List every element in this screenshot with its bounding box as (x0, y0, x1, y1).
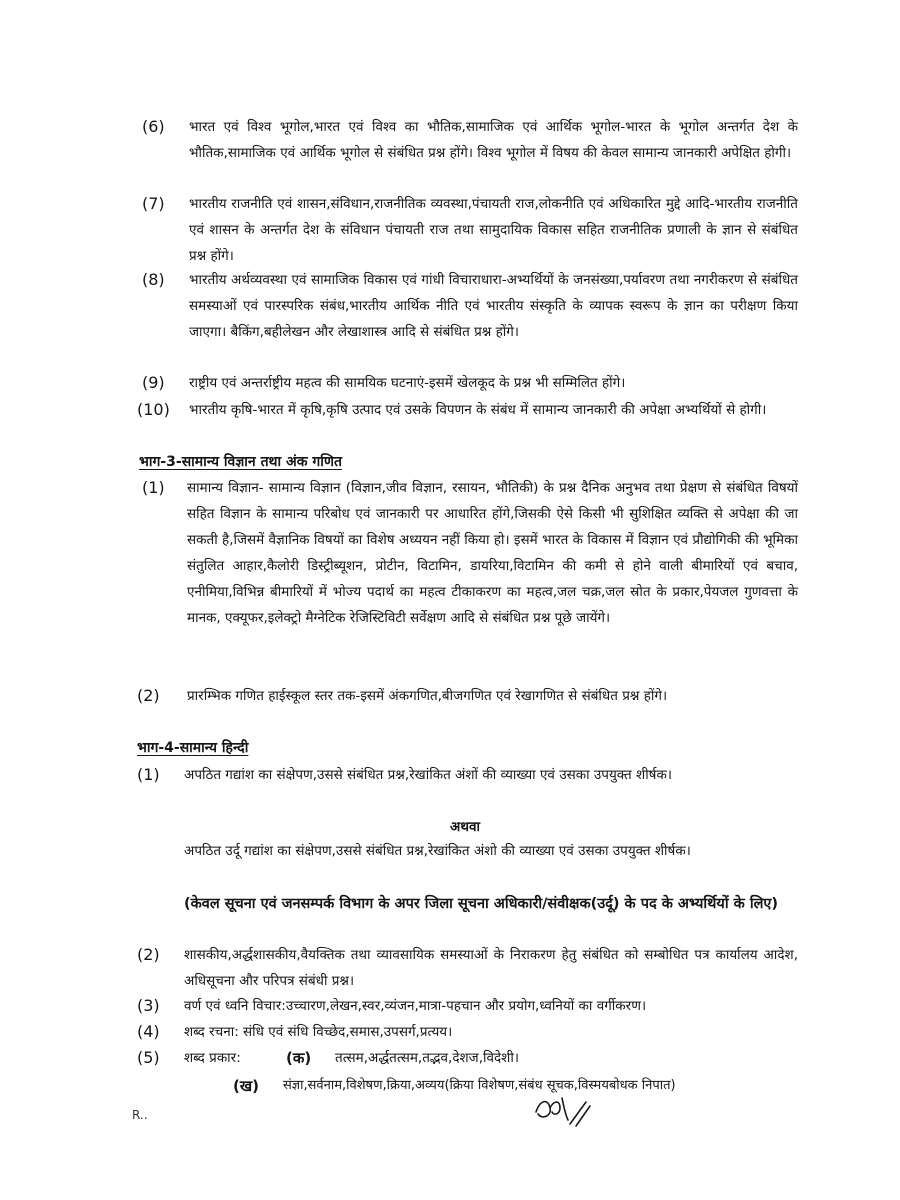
section-heading-part3: भाग-3-सामान्य विज्ञान तथा अंक गणित (139, 454, 342, 470)
item-number: (1) (137, 765, 160, 784)
item-number: (9) (142, 373, 165, 392)
item-number: (1) (142, 478, 165, 497)
item-number: (5) (137, 1048, 160, 1067)
item-text: शासकीय,अर्द्धशासकीय,वैयक्तिक तथा व्यावसायिक समस्याओं के निराकरण हेतु संबंधित को सम्बोधित पत्र कार्यालय आदेश, अधिसूचना और परिपत्र संबंधी प्रश्न। (184, 947, 798, 989)
sub-item-a-label: (क) (286, 1049, 312, 1067)
handwritten-signature (530, 1090, 600, 1130)
footer-mark: R.. (132, 1108, 148, 1122)
item-number: (10) (137, 400, 170, 419)
item-text: भारतीय अर्थव्यवस्था एवं सामाजिक विकास एवं गांधी विचाराधारा-अभ्यर्थियों के जनसंख्या,पर्यावरण तथा नगरीकरण से संबंधित समस्याओं एवं पारस्परिक संबंध,भारतीय आर्थिक नीति एवं भारतीय संस्कृति के व्यापक स्वरूप के ज्ञान का परीक्षण किया जाएगा। बैकिंग,बहीलेखन और लेखाशास्त्र आदि से संबंधित प्रश्न होंगे। (189, 272, 798, 340)
item-text: वर्ण एवं ध्वनि विचार:उच्चारण,लेखन,स्वर,व्यंजन,मात्रा-पहचान और प्रयोग,ध्वनियों का वर्गीकरण। (184, 998, 647, 1014)
item-text: भारत एवं विश्व भूगोल,भारत एवं विश्व का भौतिक,सामाजिक एवं आर्थिक भूगोल-भारत के भूगोल अन्तर्गत देश के भौतिक,सामाजिक एवं आर्थिक भूगोल से संबंधित प्रश्न होंगे। विश्व भूगोल में विषय की केवल सामान्य जानकारी अपेक्षित होगी। (189, 119, 798, 161)
item-number: (7) (142, 194, 165, 213)
item-number: (2) (137, 686, 160, 705)
item-text: सामान्य विज्ञान- सामान्य विज्ञान (विज्ञान,जीव विज्ञान, रसायन, भौतिकी) के प्रश्न दैनिक अनुभव तथा प्रेक्षण से संबंधित विषयों सहित विज्ञान के सामान्य परिबोध एवं जानकारी पर आधारित होंगे,जिसकी ऐसे किसी भी सुशिक्षित व्यक्ति से अपेक्षा की जा सकती है,जिसमें वैज्ञानिक विषयों का विशेष अध्ययन नहीं किया हो। इसमें भारत के विकास में विज्ञान एवं प्रौद्योगिकी की भूमिका संतुलित आहार,कैलोरी डिस्ट्रीब्यूशन, प्रोटीन, विटामिन, डायरिया,विटामिन की कमी से होने वाली बीमारियों एवं बचाव, एनीमिया,विभिन्न बीमारियों में भोज्य पदार्थ का महत्व टीकाकरण का महत्व,जल चक्र,जल स्रोत के प्रकार,पेयजल गुणवत्ता के मानक, एक्यूफर,इलेक्ट्रो मैग्नेटिक रेजिस्टिविटी सर्वेक्षण आदि से संबंधित प्रश्न पूछे जायेंगे। (187, 480, 798, 626)
item-number: (3) (137, 996, 160, 1015)
item-number: (6) (142, 117, 165, 136)
urdu-candidate-note: (केवल सूचना एवं जनसम्पर्क विभाग के अपर जिला सूचना अधिकारी/संवीक्षक(उर्दू) के पद के अभ्यर्थियों के लिए) (184, 896, 779, 912)
item-5-label: शब्द प्रकार: (184, 1050, 241, 1066)
section-heading-part4: भाग-4-सामान्य हिन्दी (137, 740, 249, 756)
item-text: अपठित गद्यांश का संक्षेपण,उससे संबंधित प्रश्न,रेखांकित अंशों की व्याख्या एवं उसका उपयुक्त शीर्षक। (184, 767, 672, 783)
item-number: (8) (142, 270, 165, 289)
item-text: भारतीय राजनीति एवं शासन,संविधान,राजनीतिक व्यवस्था,पंचायती राज,लोकनीति एवं अधिकारित मुद्दे आदि-भारतीय राजनीति एवं शासन के अन्तर्गत देश के संविधान पंचायती राज तथा सामुदायिक विकास सहित राजनीतिक प्रणाली के ज्ञान से संबंधित प्रश्न होंगे। (189, 196, 798, 264)
sub-item-b-label: (ख) (233, 1077, 259, 1095)
sub-item-a-text: तत्सम,अर्द्धतत्सम,तद्भव,देशज,विदेशी। (335, 1050, 519, 1066)
item-text: शब्द रचना: संधि एवं संधि विच्छेद,समास,उपसर्ग,प्रत्यय। (184, 1024, 453, 1040)
item-text: राष्ट्रीय एवं अन्तर्राष्ट्रीय महत्व की सामयिक घटनाएं-इसमें खेलकूद के प्रश्न भी सम्मिलित होंगे। (189, 375, 626, 391)
item-text: प्रारम्भिक गणित हाईस्कूल स्तर तक-इसमें अंकगणित,बीजगणित एवं रेखागणित से संबंधित प्रश्न होंगे। (187, 688, 668, 704)
sub-item-b-text: संज्ञा,सर्वनाम,विशेषण,क्रिया,अव्यय(क्रिया विशेषण,संबंध सूचक,विस्मयबोधक निपात) (283, 1078, 676, 1093)
item-number: (4) (137, 1022, 160, 1041)
item-number: (2) (137, 945, 160, 964)
or-label: अथवा (450, 819, 480, 835)
item-text: भारतीय कृषि-भारत में कृषि,कृषि उत्पाद एवं उसके विपणन के संबंध में सामान्य जानकारी की अपेक्षा अभ्यर्थियों से होगी। (189, 402, 767, 418)
urdu-alternative-text: अपठित उर्दू गद्यांश का संक्षेपण,उससे संबंधित प्रश्न,रेखांकित अंशो की व्याख्या एवं उसका उपयुक्त शीर्षक। (184, 843, 691, 859)
